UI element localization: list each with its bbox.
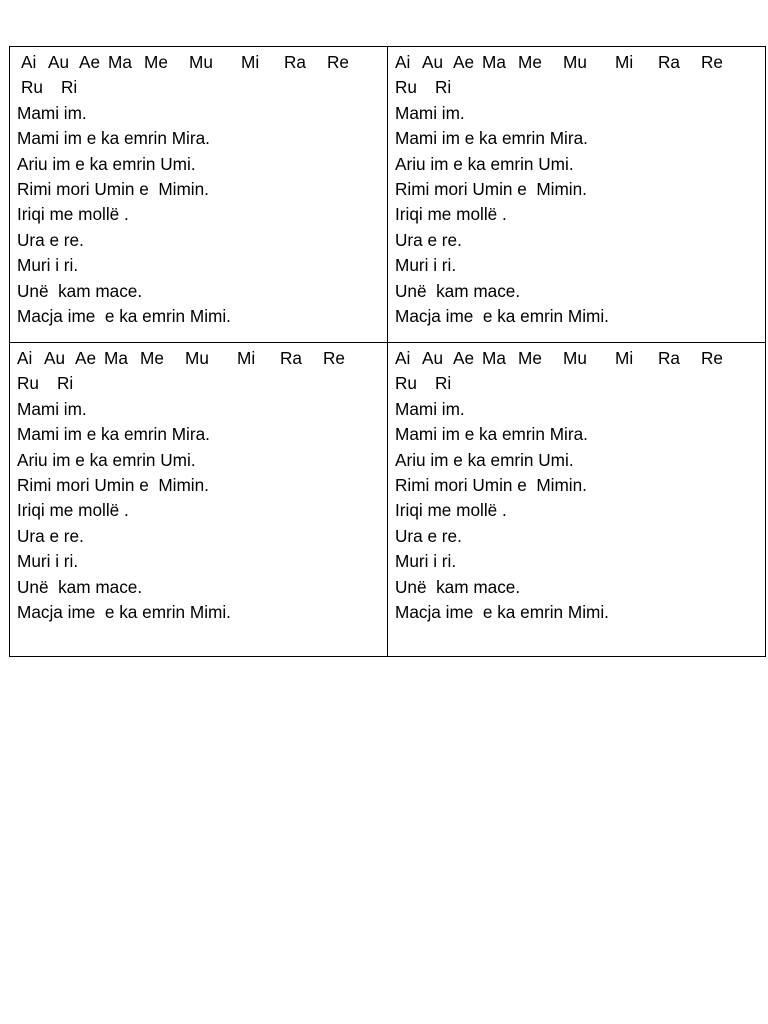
syllable: Ru	[17, 373, 39, 394]
sentence-line: Mami im e ka emrin Mira.	[395, 424, 588, 445]
syllable: Mu	[563, 348, 587, 368]
worksheet-cell-top-right	[388, 47, 766, 343]
syllable: Mi	[615, 348, 634, 368]
syllable: Ai	[17, 348, 33, 368]
sentence-line: Unë kam mace.	[395, 576, 521, 597]
sentence-line: Mami im e ka emrin Mira.	[395, 128, 588, 149]
worksheet-cell-top-left	[10, 47, 388, 343]
sentence-line: Ariu im e ka emrin Umi.	[17, 449, 196, 470]
sentence-line: Macja ime e ka emrin Mimi.	[395, 306, 609, 327]
sentence-line: Macja ime e ka emrin Mimi.	[395, 602, 609, 623]
syllable: Ra	[658, 348, 680, 368]
sentence-line: Muri i ri.	[395, 551, 457, 572]
syllable: Ma	[108, 52, 132, 72]
syllable: Me	[518, 348, 542, 368]
sentence-line: Mami im.	[17, 398, 87, 419]
syllable: Ru	[21, 77, 43, 98]
syllable: Ma	[482, 52, 506, 72]
sentence-line: Ariu im e ka emrin Umi.	[17, 153, 196, 174]
syllable-row	[395, 50, 759, 101]
syllable: Re	[701, 52, 723, 72]
syllable: Ri	[57, 373, 74, 394]
syllable: Re	[701, 348, 723, 368]
sentence-line: Mami im.	[395, 398, 465, 419]
sentence-line: Ura e re.	[395, 229, 462, 250]
syllable: Ai	[395, 348, 411, 368]
syllable: Ri	[435, 373, 452, 394]
worksheet-cell-bottom-right	[388, 343, 766, 657]
sentence-line: Iriqi me mollë .	[395, 204, 507, 225]
syllable: Mu	[185, 348, 209, 368]
syllable: Au	[48, 52, 70, 72]
sentence-line: Iriqi me mollë .	[17, 204, 129, 225]
sentence-line: Mami im e ka emrin Mira.	[17, 128, 210, 149]
sentence-line: Muri i ri.	[395, 255, 457, 276]
sentence-line: Muri i ri.	[17, 255, 79, 276]
syllable: Me	[518, 52, 542, 72]
syllable: Me	[144, 52, 168, 72]
sentence-line: Ura e re.	[17, 229, 84, 250]
syllable: Ri	[435, 77, 452, 98]
syllable: Au	[422, 348, 444, 368]
syllable: Mu	[189, 52, 213, 72]
syllable: Ru	[395, 373, 417, 394]
sentence-line: Unë kam mace.	[17, 576, 143, 597]
syllable: Mu	[563, 52, 587, 72]
syllable: Ai	[395, 52, 411, 72]
table-row	[10, 343, 766, 657]
sentence-line: Iriqi me mollë .	[395, 500, 507, 521]
syllable: Ra	[280, 348, 302, 368]
syllable-row	[17, 50, 381, 101]
table-row	[10, 47, 766, 343]
syllable: Ra	[284, 52, 306, 72]
syllable: Re	[323, 348, 345, 368]
sentence-line: Ura e re.	[395, 525, 462, 546]
syllable: Ru	[395, 77, 417, 98]
sentence-line: Ariu im e ka emrin Umi.	[395, 153, 574, 174]
syllable: Ae	[79, 52, 101, 72]
sentence-line: Iriqi me mollë .	[17, 500, 129, 521]
syllable: Au	[422, 52, 444, 72]
worksheet-cell-bottom-left	[10, 343, 388, 657]
syllable: Ae	[453, 348, 475, 368]
syllable: Ai	[21, 52, 37, 72]
sentence-line: Mami im.	[395, 102, 465, 123]
syllable: Ri	[61, 77, 78, 98]
sentence-line: Ariu im e ka emrin Umi.	[395, 449, 574, 470]
sentence-line: Unë kam mace.	[395, 280, 521, 301]
syllable: Re	[327, 52, 349, 72]
syllable: Ae	[453, 52, 475, 72]
syllable: Me	[140, 348, 164, 368]
sentence-line: Rimi mori Umin e Mimin.	[17, 475, 209, 496]
syllable-row	[395, 346, 759, 397]
sentence-line: Unë kam mace.	[17, 280, 143, 301]
sentence-line: Mami im.	[17, 102, 87, 123]
syllable: Mi	[615, 52, 634, 72]
syllable: Ma	[104, 348, 128, 368]
syllable: Ra	[658, 52, 680, 72]
syllable-row	[17, 346, 381, 397]
syllable: Ma	[482, 348, 506, 368]
syllable: Au	[44, 348, 66, 368]
sentence-line: Mami im e ka emrin Mira.	[17, 424, 210, 445]
syllable: Ae	[75, 348, 97, 368]
sentence-line: Muri i ri.	[17, 551, 79, 572]
sentence-line: Rimi mori Umin e Mimin.	[17, 179, 209, 200]
sentence-line: Macja ime e ka emrin Mimi.	[17, 602, 231, 623]
sentence-line: Rimi mori Umin e Mimin.	[395, 179, 587, 200]
worksheet-table	[9, 46, 766, 657]
sentence-line: Ura e re.	[17, 525, 84, 546]
sentence-line: Macja ime e ka emrin Mimi.	[17, 306, 231, 327]
sentence-line: Rimi mori Umin e Mimin.	[395, 475, 587, 496]
syllable: Mi	[237, 348, 256, 368]
syllable: Mi	[241, 52, 260, 72]
